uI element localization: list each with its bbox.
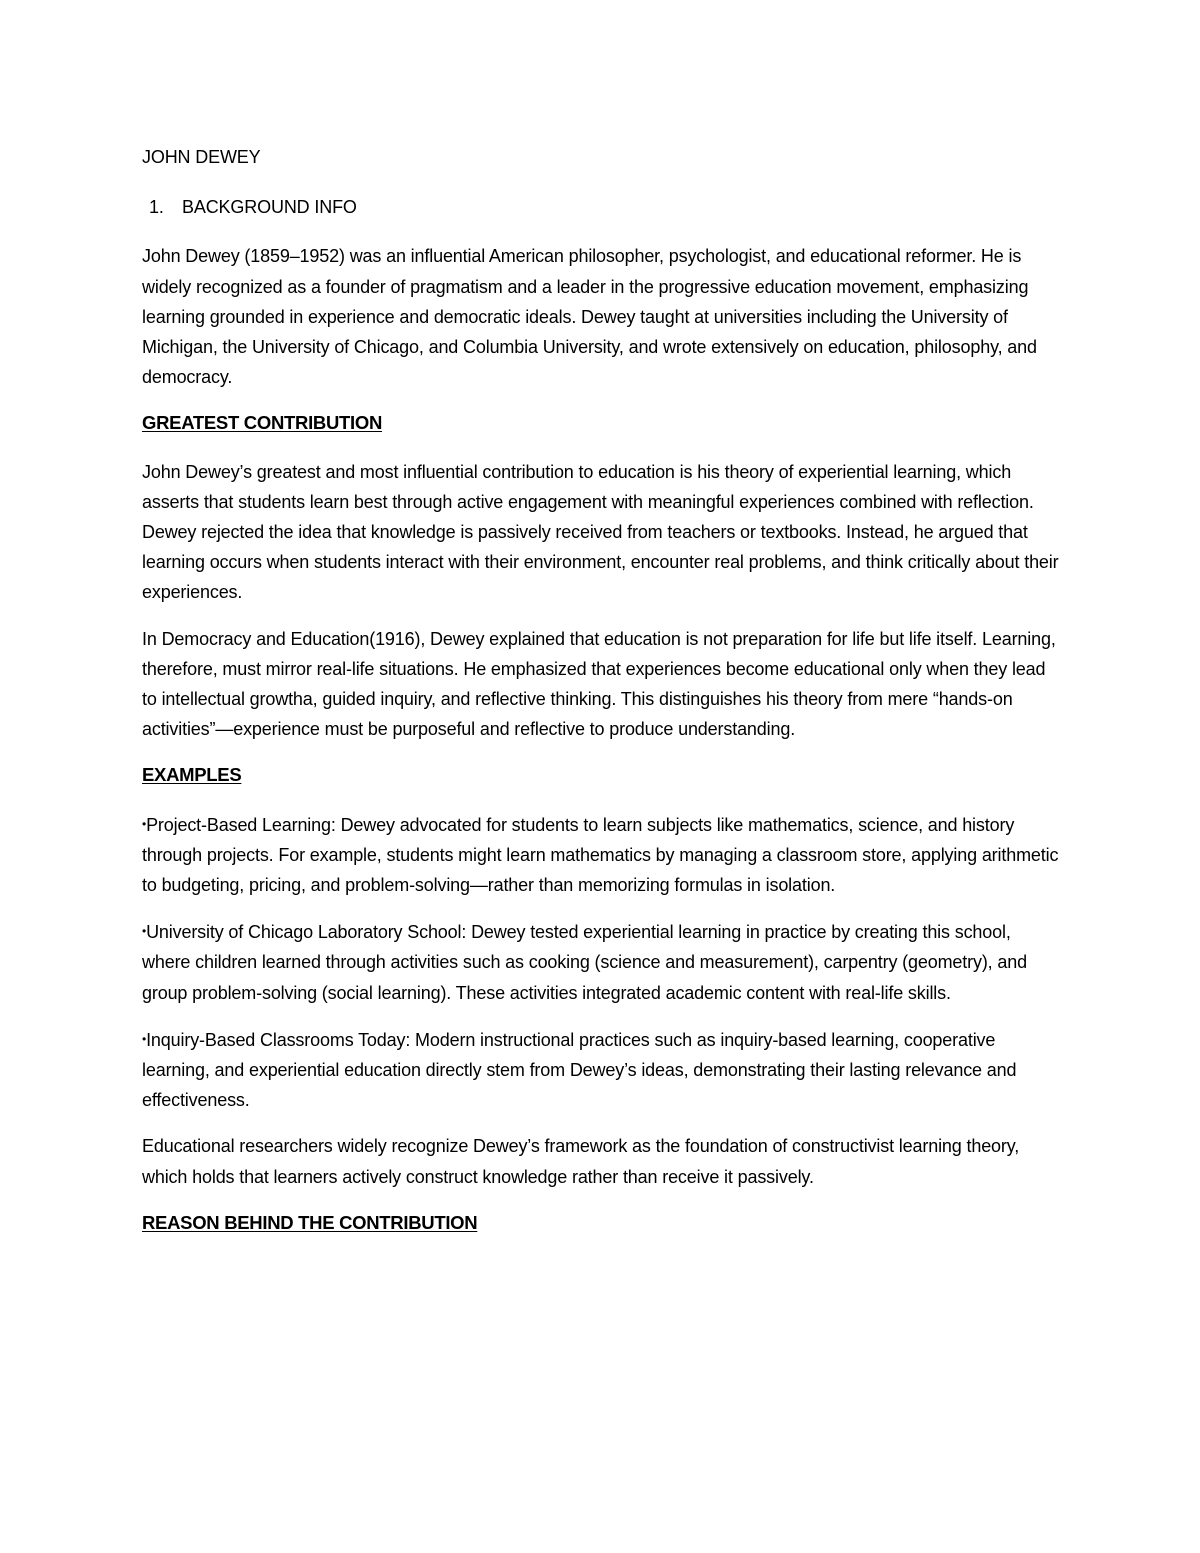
document-body (142, 142, 1062, 1256)
bullet-icon: • (142, 1031, 147, 1046)
examples-closing-paragraph: Educational researchers widely recognize Dewey’s framework as the foundation of constructivist learning theory, which holds that learners actively construct knowledge rather than receive it passively. (142, 1136, 1020, 1187)
heading-reason-behind-contribution: REASON BEHIND THE CONTRIBUTION (142, 1211, 478, 1233)
bullet-icon: • (142, 924, 147, 939)
example-text: University of Chicago Laboratory School: Dewey tested experiential learning in practice by creating this school, where children learned through activities such as cooking (science and measurement), carpentry (geometry), and group problem-solving (social learning). These activities integrated academic content with real-life skills. (142, 922, 1027, 1003)
heading-greatest-contribution: GREATEST CONTRIBUTION (142, 412, 383, 434)
list-number: 1. (149, 197, 164, 218)
heading-examples: EXAMPLES (142, 764, 242, 786)
example-item-project-based (142, 809, 1062, 901)
bullet-icon: • (142, 816, 147, 831)
background-paragraph: John Dewey (1859–1952) was an influential American philosopher, psychologist, and educational reformer. He is widely recognized as a founder of pragmatism and a leader in the progressive education movement, emphasizing learning grounded in experience and democratic ideals. Dewey taught at universities including the University of Michigan, the University of Chicago, and Columbia University, and wrote extensively on education, philosophy, and democracy. (142, 246, 1037, 388)
example-item-lab-school (142, 916, 1062, 1008)
contribution-paragraph-2: In Democracy and Education(1916), Dewey explained that education is not preparation for life but life itself. Learning, therefore, must mirror real-life situations. He emphasized that experiences become educational only when they lead to intellectual growtha, guided inquiry, and reflective thinking. This distinguishes his theory from mere “hands-on activities”—experience must be purposeful and reflective to produce understanding. (142, 628, 1056, 740)
numbered-heading-background (142, 192, 1062, 222)
list-label: BACKGROUND INFO (182, 197, 357, 218)
document-title: JOHN DEWEY (142, 147, 261, 167)
example-item-inquiry-based (142, 1024, 1062, 1116)
contribution-paragraph-1: John Dewey’s greatest and most influential contribution to education is his theory of experiential learning, which asserts that students learn best through active engagement with meaningful experiences combined with reflection. Dewey rejected the idea that knowledge is passively received from teachers or textbooks. Instead, he argued that learning occurs when students interact with their environment, encounter real problems, and think critically about their experiences. (142, 461, 1059, 603)
example-text: Inquiry-Based Classrooms Today: Modern instructional practices such as inquiry-based learning, cooperative learning, and experiential education directly stem from Dewey’s ideas, demonstrating their lasting relevance and effectiveness. (142, 1029, 1017, 1111)
example-text: Project-Based Learning: Dewey advocated for students to learn subjects like mathematics, science, and history through projects. For example, students might learn mathematics by managing a classroom store, applying arithmetic to budgeting, pricing, and problem-solving—rather than memorizing formulas in isolation. (142, 814, 1059, 896)
